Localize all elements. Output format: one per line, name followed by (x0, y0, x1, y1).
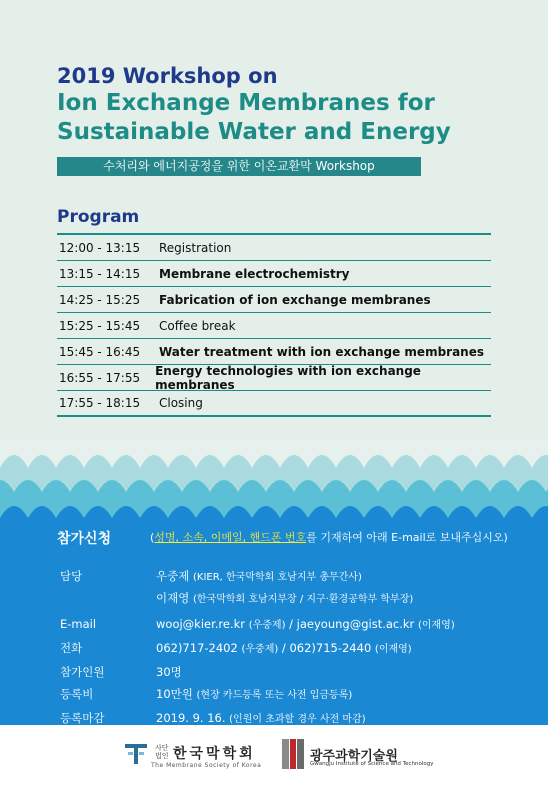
email1-who: (우중제) (248, 620, 286, 631)
program-title: Coffee break (159, 318, 236, 333)
program-row (57, 261, 491, 287)
program-title: Membrane electrochemistry (159, 266, 350, 281)
program-row (57, 391, 491, 417)
program-title: Energy technologies with ion exchange membranes (155, 363, 421, 392)
registration-heading: 참가신청 (57, 531, 112, 547)
info-value (156, 614, 455, 636)
info-value (156, 588, 413, 610)
program-time: 15:25 - 15:45 (59, 318, 141, 333)
info-label: 전화 (60, 641, 83, 655)
logo2-eng: Gwangju Institute of Science and Technology (310, 761, 434, 767)
fee-detail: (현장 카드등록 또는 사전 입금등록) (196, 690, 353, 701)
note-rest: 를 기재하여 아래 E-mail로 보내주십시오) (306, 531, 508, 544)
contact1-name: 우중제 (156, 569, 190, 583)
phone-2: 062)715-2440 (289, 641, 372, 655)
deadline-detail: (인원이 초과할 경우 사전 마감) (229, 714, 366, 725)
program-table (57, 233, 491, 417)
logo1-name: 한국막학회 (173, 746, 256, 762)
program-title: Registration (159, 240, 232, 255)
fee-value: 10만원 (156, 687, 193, 701)
title-line-2: Ion Exchange Membranes for (57, 90, 435, 117)
info-row-count (60, 662, 530, 682)
title-line-3: Sustainable Water and Energy (57, 119, 451, 146)
contact1-detail: (KIER, 한국막학회 호남지부 총무간사) (192, 572, 362, 583)
phone-sep: / (278, 641, 290, 655)
phone2-who: (이재영) (374, 644, 412, 655)
info-label: 참가인원 (60, 665, 105, 679)
program-row (57, 313, 491, 339)
registration-note (150, 529, 508, 545)
contact2-name: 이재영 (156, 591, 190, 605)
contact2-detail: (한국막학회 호남지부장 / 지구·환경공학부 학부장) (192, 594, 414, 605)
gist-logo (282, 739, 434, 769)
email2-who: (이재영) (417, 620, 455, 631)
membrane-society-mark-icon (125, 740, 147, 766)
email-link-2[interactable]: jaeyoung@gist.ac.kr (296, 617, 415, 631)
program-time: 15:45 - 16:45 (59, 344, 141, 359)
logo2-name: 광주과학기술원 (310, 748, 398, 764)
info-label: 담당 (60, 569, 83, 583)
registration-section (0, 520, 548, 725)
email-sep: / (285, 617, 297, 631)
logo1-corp: 사단법인 (155, 744, 169, 760)
program-time: 14:25 - 15:25 (59, 292, 141, 307)
info-label: 등록비 (60, 687, 94, 701)
program-time: 17:55 - 18:15 (59, 396, 141, 410)
membrane-society-logo (125, 740, 262, 769)
note-highlight: 성명, 소속, 이메일, 핸드폰 번호 (154, 531, 307, 544)
program-row (57, 339, 491, 365)
info-label: E-mail (60, 617, 97, 631)
registration-info (60, 566, 530, 730)
info-row-phone (60, 638, 530, 660)
title-line-1: 2019 Workshop on (57, 64, 278, 88)
info-value (156, 638, 412, 660)
info-row-email (60, 614, 530, 636)
note-open: ( (150, 531, 155, 544)
program-time: 13:15 - 14:15 (59, 266, 141, 281)
phone-1: 062)717-2402 (156, 641, 238, 655)
program-title: Fabrication of ion exchange membranes (159, 292, 431, 307)
program-row (57, 287, 491, 313)
program-row (57, 365, 491, 391)
workshop-title (57, 63, 451, 147)
email-link-1[interactable]: wooj@kier.re.kr (156, 617, 246, 631)
program-title: Water treatment with ion exchange membranes (159, 344, 484, 359)
info-row-contact (60, 566, 530, 588)
gist-mark-icon (282, 739, 304, 769)
info-row-contact2 (60, 588, 530, 610)
program-title: Closing (159, 396, 203, 410)
deadline-value: 2019. 9. 16. (156, 711, 226, 725)
info-value (156, 566, 362, 588)
info-label: 등록마감 (60, 711, 105, 725)
logo1-eng: The Membrane Society of Korea (151, 762, 262, 769)
program-row (57, 235, 491, 261)
program-time: 12:00 - 13:15 (59, 240, 141, 255)
info-value (156, 684, 352, 706)
info-value: 30명 (156, 665, 182, 679)
phone1-who: (우중제) (241, 644, 279, 655)
info-row-fee (60, 684, 530, 706)
footer-logos (0, 725, 548, 793)
subtitle-banner: 수처리와 에너지공정을 위한 이온교환막 Workshop (57, 157, 421, 176)
program-heading: Program (57, 207, 140, 227)
program-time: 16:55 - 17:55 (59, 370, 141, 385)
